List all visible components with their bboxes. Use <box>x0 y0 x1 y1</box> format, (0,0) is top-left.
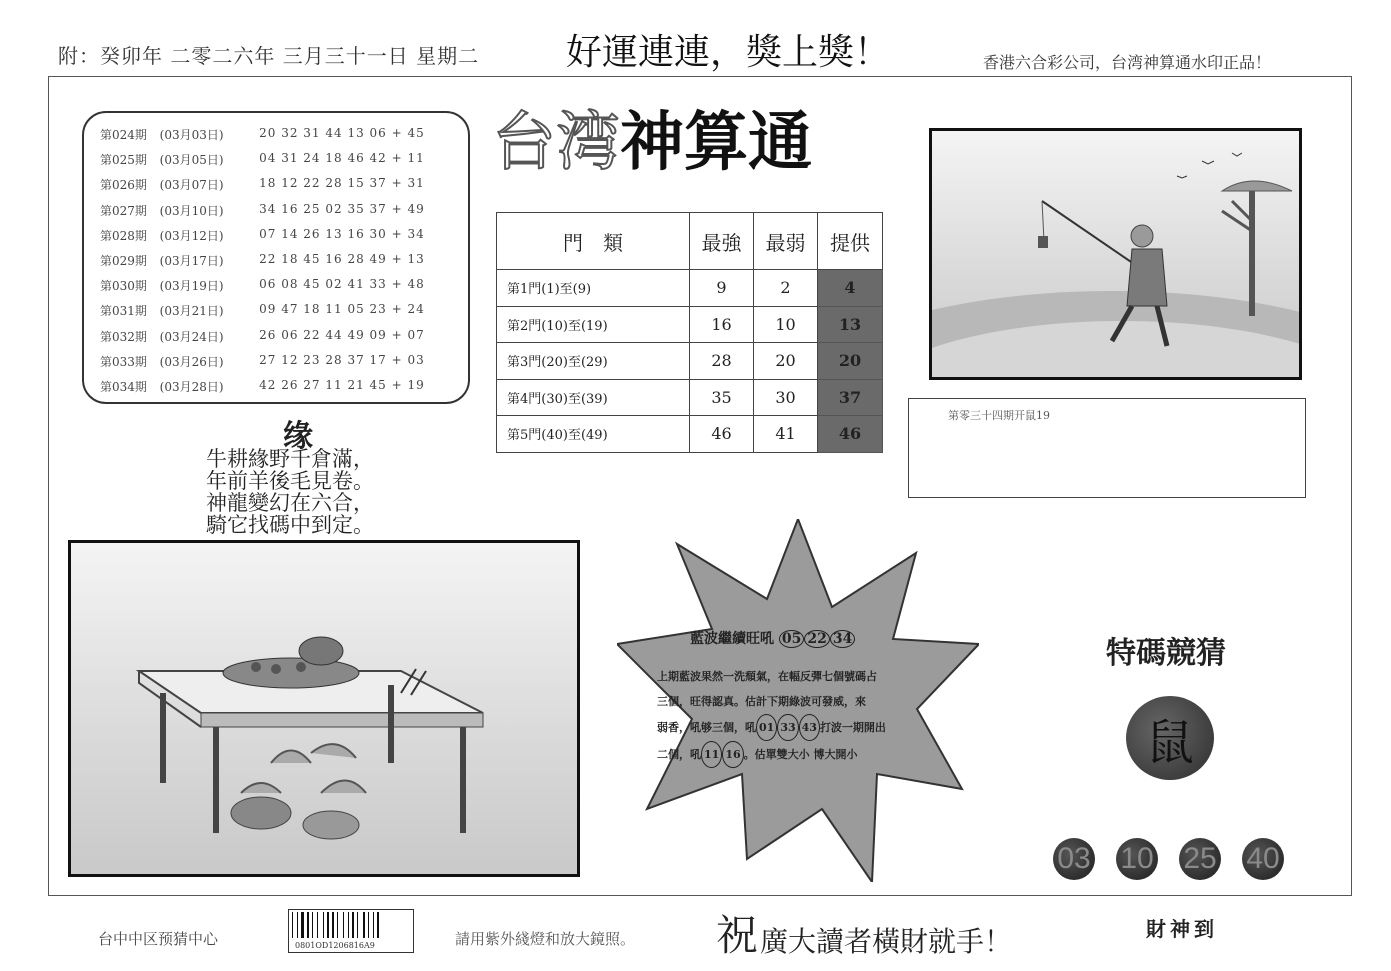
page-title <box>492 103 812 183</box>
burst-title-text: 藍波繼續旺吼 <box>690 631 774 647</box>
gate-weak: 10 <box>754 306 818 343</box>
gate-weak: 30 <box>754 379 818 416</box>
history-row <box>100 378 468 403</box>
history-date: (03月26日) <box>159 354 224 369</box>
col-header-strong: 最強 <box>690 213 754 270</box>
history-row <box>100 151 468 176</box>
burst-line: 上期藍波果然一洗頹氣，在幅反彈七個號碼占 <box>657 670 877 683</box>
history-period: 第024期 <box>100 128 147 142</box>
history-period: 第026期 <box>100 178 147 193</box>
gate-gate: 第5門(40)至(49) <box>497 416 690 453</box>
history-row <box>100 252 468 277</box>
history-row <box>100 302 468 327</box>
history-date: (03月03日) <box>159 128 224 142</box>
history-numbers: 26 06 22 44 49 09 + 07 <box>259 327 425 342</box>
gate-weak: 20 <box>754 343 818 380</box>
poem <box>206 448 374 536</box>
history-date: (03月24日) <box>159 329 224 344</box>
poem-line: 神龍變幻在六合， <box>206 491 374 515</box>
history-row <box>100 277 468 302</box>
gate-gate: 第2門(10)至(19) <box>497 306 690 343</box>
burst-line <box>657 741 947 768</box>
history-numbers: 27 12 23 28 37 17 + 03 <box>259 352 425 367</box>
history-date: (03月12日) <box>159 228 224 243</box>
note-text: 第零三十四期开鼠19 <box>948 409 1050 422</box>
burst-line: 三個，旺得認真。估計下期綠波可發威，來 <box>657 695 866 708</box>
gate-gate: 第4門(30)至(39) <box>497 379 690 416</box>
number-ball: 40 <box>1242 838 1284 880</box>
gate-row <box>497 416 883 453</box>
gate-provide: 46 <box>818 416 883 453</box>
footer-center-name: 台中中区预猜中心 <box>98 930 219 948</box>
gate-weak: 2 <box>754 270 818 307</box>
burst-number: 22 <box>804 630 829 648</box>
history-numbers: 04 31 24 18 46 42 + 11 <box>259 151 425 166</box>
burst-number: 16 <box>722 741 743 768</box>
gate-strong: 16 <box>690 306 754 343</box>
history-period: 第028期 <box>100 228 147 243</box>
history-row <box>100 176 468 201</box>
history-row <box>100 126 468 151</box>
history-row <box>100 202 468 227</box>
history-period: 第031期 <box>100 304 147 319</box>
tea-table-illustration <box>68 540 580 877</box>
history-period: 第032期 <box>100 329 147 344</box>
special-title: 特碼競猜 <box>1106 636 1226 671</box>
history-date: (03月10日) <box>159 203 224 218</box>
col-header-provide: 提供 <box>818 213 883 270</box>
burst-number: 43 <box>799 714 820 741</box>
burst-number: 01 <box>756 714 777 741</box>
poem-line: 年前羊後毛見卷。 <box>206 469 374 493</box>
gate-provide: 13 <box>818 306 883 343</box>
title-part-2: 神算通 <box>620 105 812 180</box>
footer-instruction: 請用紫外綫燈和放大鏡照。 <box>455 930 636 948</box>
burst-number: 05 <box>779 630 804 648</box>
col-header-gate: 門 類 <box>497 213 690 270</box>
gate-gate: 第3門(20)至(29) <box>497 343 690 380</box>
gate-weak: 41 <box>754 416 818 453</box>
history-numbers: 06 08 45 02 41 33 + 48 <box>259 277 425 292</box>
history-numbers: 22 18 45 16 28 49 + 13 <box>259 251 425 266</box>
history-row <box>100 353 468 378</box>
barcode-number: 0801OD1206816A9 <box>295 941 375 950</box>
burst-text-part: 打波一期開出 <box>819 721 886 734</box>
history-numbers: 20 32 31 44 13 06 + 45 <box>259 126 425 140</box>
history-date: (03月17日) <box>159 253 224 268</box>
burst-text-part: 弱香，吼够三個，吼 <box>657 721 756 734</box>
history-numbers: 09 47 18 11 05 23 + 24 <box>259 302 425 317</box>
history-row <box>100 328 468 353</box>
history-numbers: 07 14 26 13 16 30 + 34 <box>259 226 425 241</box>
col-header-weak: 最弱 <box>754 213 818 270</box>
gate-strong: 9 <box>690 270 754 307</box>
gate-row <box>497 270 883 307</box>
burst-line <box>657 714 947 741</box>
history-numbers: 34 16 25 02 35 37 + 49 <box>259 201 425 216</box>
slogan: 好運連連，獎上獎！ <box>566 32 891 73</box>
history-date: (03月05日) <box>159 153 224 168</box>
footer-wish: 廣大讀者橫財就手！ <box>760 925 1013 958</box>
history-panel <box>82 111 470 404</box>
fishing-man-illustration <box>929 128 1302 380</box>
number-ball: 03 <box>1053 838 1095 880</box>
footer-wish-char: 祝 <box>716 911 759 960</box>
date-line: 附：癸卯年 二零二六年 三月三十一日 星期二 <box>58 44 480 68</box>
poem-line: 騎它找碼中到定。 <box>206 513 374 537</box>
history-date: (03月28日) <box>159 379 224 394</box>
history-period: 第029期 <box>100 253 147 268</box>
burst-number: 11 <box>701 741 722 768</box>
history-period: 第030期 <box>100 279 147 294</box>
title-part-1: 台湾 <box>492 106 620 180</box>
gate-provide: 37 <box>818 379 883 416</box>
gate-strong: 46 <box>690 416 754 453</box>
gate-provide: 20 <box>818 343 883 380</box>
number-ball: 10 <box>1116 838 1158 880</box>
gate-row <box>497 379 883 416</box>
history-date: (03月07日) <box>159 178 224 193</box>
gate-row <box>497 343 883 380</box>
gate-row <box>497 306 883 343</box>
history-numbers: 42 26 27 11 21 45 + 19 <box>259 377 425 392</box>
burst-title <box>690 628 855 648</box>
burst-number: 34 <box>830 630 855 648</box>
burst-text-part: 二個，吼 <box>657 748 701 761</box>
history-period: 第025期 <box>100 153 147 168</box>
company-line: 香港六合彩公司，台湾神算通水印正品！ <box>983 53 1272 72</box>
gate-table <box>496 212 883 453</box>
poem-heading: 缘 <box>283 419 313 454</box>
footer-signoff: 財神到 <box>1146 917 1218 941</box>
gate-strong: 35 <box>690 379 754 416</box>
gate-strong: 28 <box>690 343 754 380</box>
history-date: (03月21日) <box>159 304 224 319</box>
gate-provide: 4 <box>818 270 883 307</box>
history-numbers: 18 12 22 28 15 37 + 31 <box>259 176 425 191</box>
zodiac-badge: 鼠 <box>1126 696 1214 780</box>
poem-line: 牛耕緣野千倉滿， <box>206 447 374 471</box>
history-row <box>100 227 468 252</box>
burst-number: 33 <box>777 714 798 741</box>
history-period: 第027期 <box>100 203 147 218</box>
burst-text-part: 。估單雙大小 博大開小 <box>743 748 858 761</box>
history-period: 第034期 <box>100 379 147 394</box>
history-date: (03月19日) <box>159 279 224 294</box>
number-ball: 25 <box>1179 838 1221 880</box>
gate-gate: 第1門(1)至(9) <box>497 270 690 307</box>
history-period: 第033期 <box>100 354 147 369</box>
burst-text <box>657 664 947 768</box>
